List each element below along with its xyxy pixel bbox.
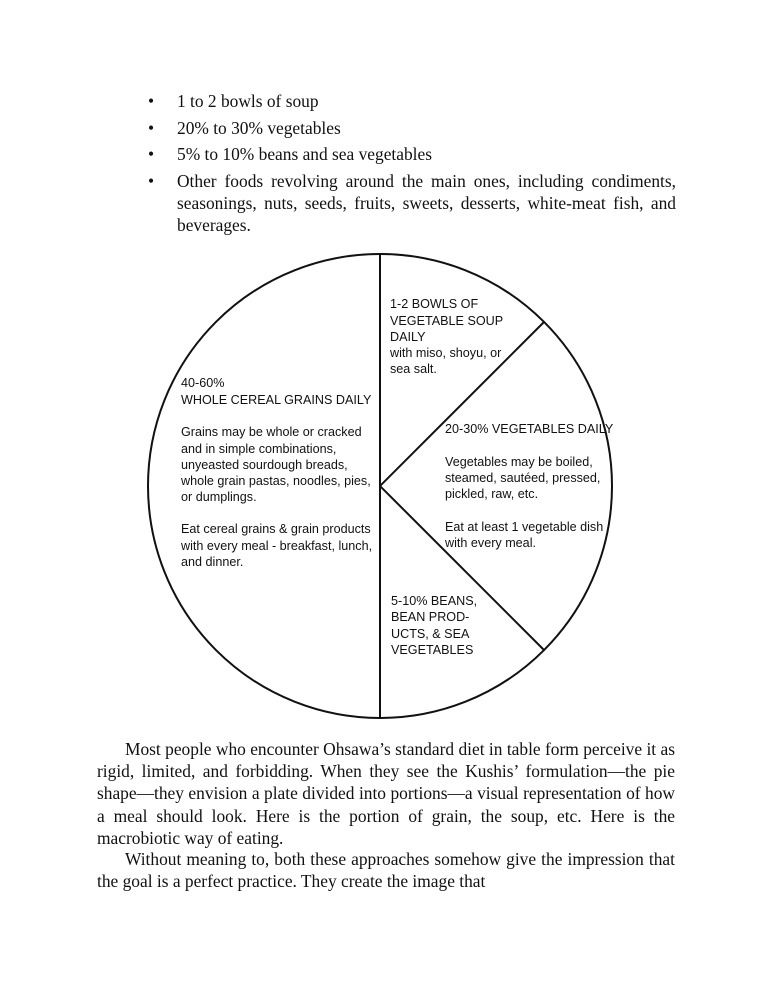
vegetables-segment-text [444,422,614,550]
beans-title: 5-10% BEANS, BEAN PROD- UCTS, & SEA VEGETABLES [391,594,478,657]
vegetables-description: Vegetables may be boiled, steamed, sautéed, pressed, pickled, raw, etc. [445,455,601,501]
grains-advice: Eat cereal grains & grain products with every meal - breakfast, lunch, and dinner. [181,522,373,569]
grains-title: 40-60% WHOLE CEREAL GRAINS DAILY [181,376,372,407]
body-paragraph: Most people who encounter Ohsawa’s standard diet in table form perceive it as rigid, limited, and forbidding. When they see the Kushis’ formulation—the pie shape—they envision a plate divided into portions—a visual representation of how a meal should look. Here is the portion of grain, the soup, etc. Here is the macrobiotic way of eating. [97,739,675,848]
soup-title: 1-2 BOWLS OF VEGETABLE SOUP DAILY [390,297,503,344]
body-paragraph: Without meaning to, both these approaches somehow give the impression that the goal is a perfect practice. They create the image that [97,849,675,892]
soup-segment-text [389,297,506,376]
bullet-symbol: • [148,91,155,111]
bullet-symbol: • [148,170,155,191]
bullet-item: • 5% to 10% beans and sea vegetables [148,144,432,164]
bullet-item: • 1 to 2 bowls of soup [148,91,319,111]
soup-description: with miso, shoyu, or sea salt. [390,346,502,376]
pie-divider-lower [380,486,544,650]
bullet-symbol: • [148,117,155,138]
grains-segment-text [180,376,376,569]
vegetables-advice: Eat at least 1 vegetable dish with every meal. [445,520,604,550]
bullet-item: • Other foods revolving around the main ones, including condiments, seasonings, nuts, seeds, fruits, sweets, desserts, white-meat fish, and beverages. [148,170,676,235]
bullet-symbol: • [148,144,155,164]
grains-description: Grains may be whole or cracked and in simple combinations, unyeasted sourdough breads, whole grain pastas, noodles, pies, or dumplings. [181,425,371,504]
bullet-item: • 20% to 30% vegetables [148,117,341,138]
vegetables-title: 20-30% VEGETABLES DAILY [445,422,614,436]
beans-segment-text [391,594,481,657]
